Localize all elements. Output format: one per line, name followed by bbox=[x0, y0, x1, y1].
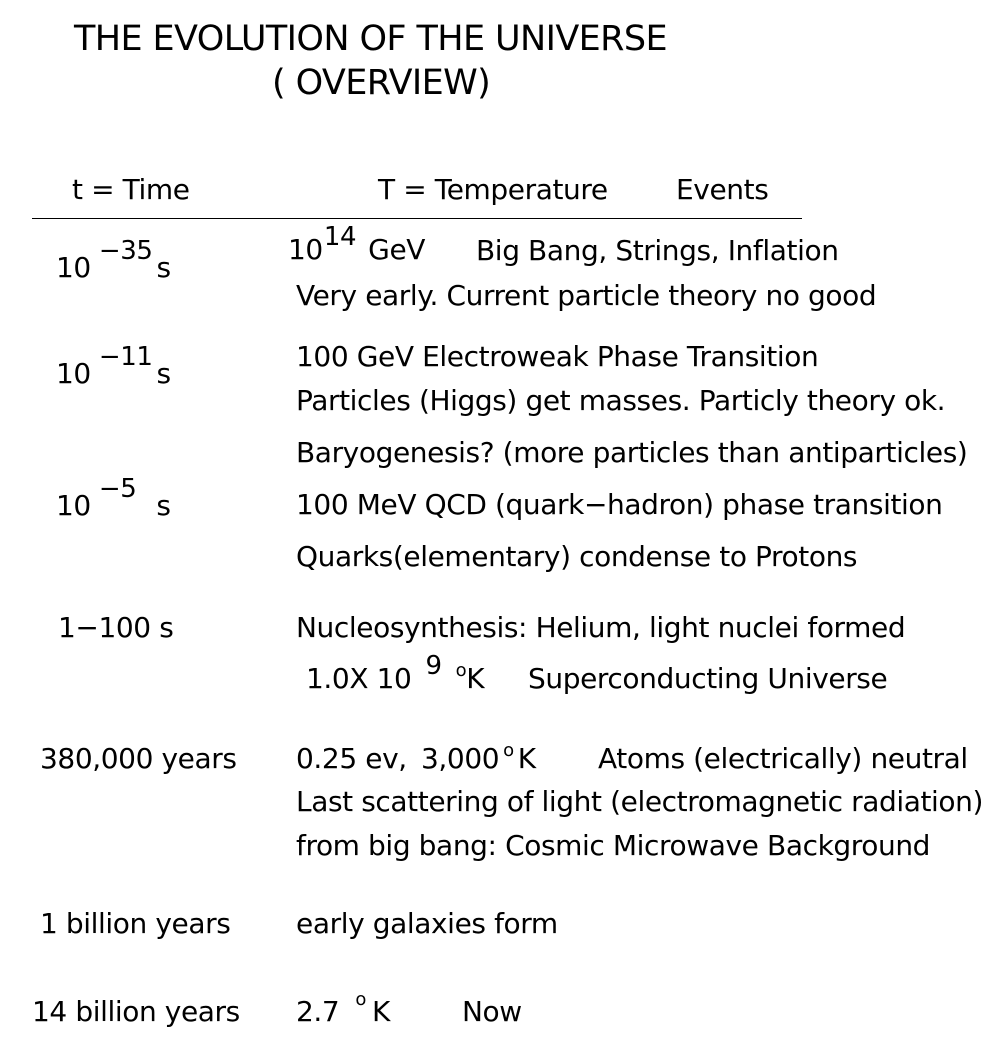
row3-time-base: 10 bbox=[56, 489, 91, 522]
row1-temperature bbox=[288, 222, 426, 266]
row3-time-unit: s bbox=[156, 489, 171, 522]
row5-line-3: from big bang: Cosmic Microwave Background bbox=[296, 829, 931, 862]
row1-time-exponent: −35 bbox=[98, 236, 153, 266]
row1-temp-base: 10 bbox=[288, 233, 323, 266]
row1-time-unit: s bbox=[156, 251, 171, 284]
row4-degree-symbol: o bbox=[455, 660, 467, 681]
row4-temp-unit: K bbox=[466, 662, 485, 695]
row4-time: 1−100 s bbox=[58, 611, 174, 644]
row4-temp-base: 1.0X 10 bbox=[306, 662, 412, 695]
row7-event: Now bbox=[462, 995, 522, 1028]
row1-event: Big Bang, Strings, Inflation bbox=[476, 234, 839, 267]
row7-degree-symbol: o bbox=[355, 989, 366, 1010]
row5-temp-unit: K bbox=[517, 742, 536, 775]
row5-temp-2 bbox=[421, 740, 536, 775]
row7-temp-unit: K bbox=[371, 995, 390, 1028]
row5-temp-1: 0.25 ev, bbox=[296, 742, 407, 775]
row1-time-base: 10 bbox=[56, 251, 91, 284]
header-time: t = Time bbox=[72, 173, 190, 206]
row6-line-1: early galaxies form bbox=[296, 907, 558, 940]
row7-temperature bbox=[296, 989, 390, 1028]
row3-time-exponent: −5 bbox=[98, 474, 137, 504]
row1-time bbox=[56, 236, 171, 284]
row2-time-base: 10 bbox=[56, 357, 91, 390]
row1-temp-unit: GeV bbox=[368, 233, 426, 266]
row5-temp-value: 3,000 bbox=[421, 742, 500, 775]
row5-degree-symbol: o bbox=[503, 740, 514, 761]
row7-time: 14 billion years bbox=[32, 995, 240, 1028]
header-events: Events bbox=[676, 173, 769, 206]
row5-event: Atoms (electrically) neutral bbox=[598, 742, 968, 775]
row2-line-3: Baryogenesis? (more particles than antiparticles) bbox=[296, 436, 968, 469]
row4-temperature bbox=[306, 651, 485, 695]
row2-line-2: Particles (Higgs) get masses. Particly theory ok. bbox=[296, 384, 946, 417]
header-temperature: T = Temperature bbox=[378, 173, 608, 206]
row5-line-2: Last scattering of light (electromagnetic radiation) bbox=[296, 785, 984, 818]
row4-line-1: Nucleosynthesis: Helium, light nuclei formed bbox=[296, 611, 906, 644]
row3-time bbox=[56, 474, 171, 522]
row2-time-unit: s bbox=[156, 357, 171, 390]
row4-event: Superconducting Universe bbox=[528, 662, 888, 695]
row1-temp-exponent: 14 bbox=[323, 222, 357, 252]
row1-description: Very early. Current particle theory no good bbox=[296, 279, 877, 312]
row4-temp-exponent: 9 bbox=[425, 651, 442, 681]
row3-line-2: Quarks(elementary) condense to Protons bbox=[296, 540, 858, 573]
row2-time-exponent: −11 bbox=[98, 342, 153, 372]
row6-time: 1 billion years bbox=[40, 907, 231, 940]
header-rule bbox=[32, 218, 802, 219]
row2-time bbox=[56, 342, 171, 390]
row7-temp-value: 2.7 bbox=[296, 995, 340, 1028]
title-line-1: THE EVOLUTION OF THE UNIVERSE bbox=[74, 19, 668, 59]
row2-line-1: 100 GeV Electroweak Phase Transition bbox=[296, 340, 819, 373]
row3-line-1: 100 MeV QCD (quark−hadron) phase transition bbox=[296, 488, 943, 521]
row5-time: 380,000 years bbox=[40, 742, 237, 775]
title-line-2: ( OVERVIEW) bbox=[272, 63, 491, 103]
